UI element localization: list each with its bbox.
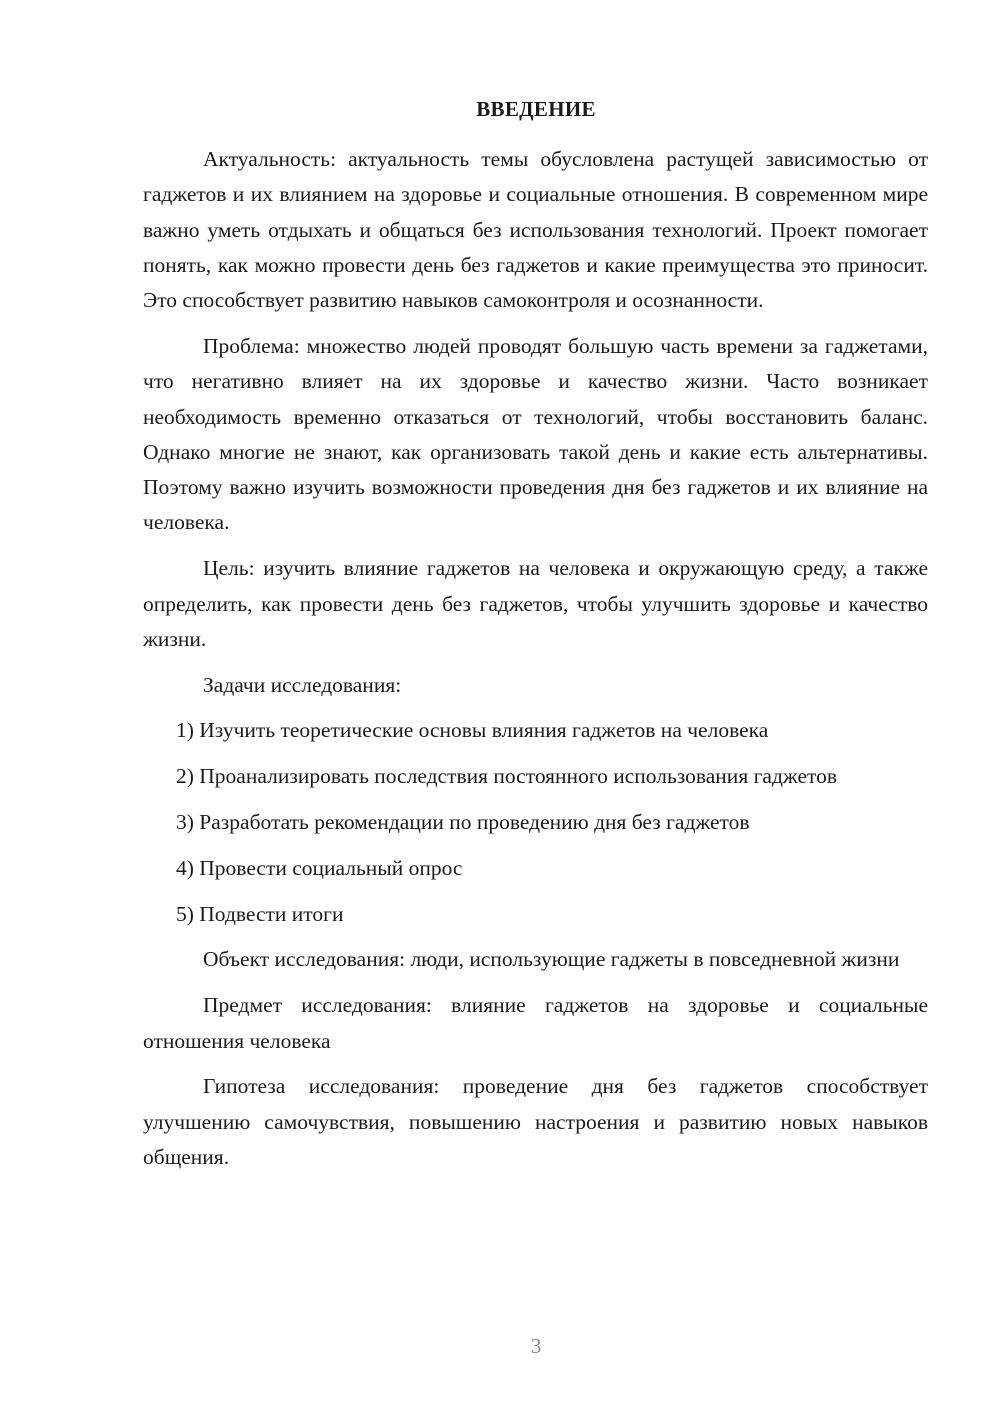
task-item: 2) Проанализировать последствия постоянного использования гаджетов bbox=[176, 764, 838, 789]
task-item: 4) Провести социальный опрос bbox=[176, 855, 463, 880]
task-item: 5) Подвести итоги bbox=[176, 901, 344, 926]
task-item: 1) Изучить теоретические основы влияния гаджетов на человека bbox=[176, 718, 769, 743]
paragraph-hypothesis: Гипотеза исследования: проведение дня без гаджетов способствует улучшению самочувствия, повышению настроения и развитию новых навыков общения. bbox=[143, 1074, 928, 1169]
paragraph-problem: Проблема: множество людей проводят большую часть времени за гаджетами, что негативно влияет на их здоровье и качество жизни. Часто возникает необходимость временно отказаться от технологий, чтобы восстановить баланс. Однако многие не знают, как организовать такой день и какие есть альтернативы. Поэтому важно изучить возможности проведения дня без гаджетов и их влияние на человека. bbox=[143, 333, 928, 535]
page-number: 3 bbox=[530, 1334, 542, 1358]
task-item: 3) Разработать рекомендации по проведению дня без гаджетов bbox=[176, 810, 750, 835]
page-title: ВВЕДЕНИЕ bbox=[476, 97, 596, 121]
paragraph-relevance: Актуальность: актуальность темы обусловлена растущей зависимостью от гаджетов и их влиянием на здоровье и социальные отношения. В современном мире важно уметь отдыхать и общаться без использования технологий. Проект помогает понять, как можно провести день без гаджетов и какие преимущества это приносит. Это способствует развитию навыков самоконтроля и осознанности. bbox=[143, 147, 928, 313]
paragraph-subject: Предмет исследования: влияние гаджетов на здоровье и социальные отношения человека bbox=[143, 993, 928, 1053]
document-body bbox=[143, 142, 928, 1186]
tasks-heading: Задачи исследования: bbox=[203, 672, 402, 697]
paragraph-goal: Цель: изучить влияние гаджетов на человека и окружающую среду, а также определить, как провести день без гаджетов, чтобы улучшить здоровье и качество жизни. bbox=[143, 556, 928, 651]
paragraph-object: Объект исследования: люди, использующие гаджеты в повседневной жизни bbox=[203, 947, 900, 972]
